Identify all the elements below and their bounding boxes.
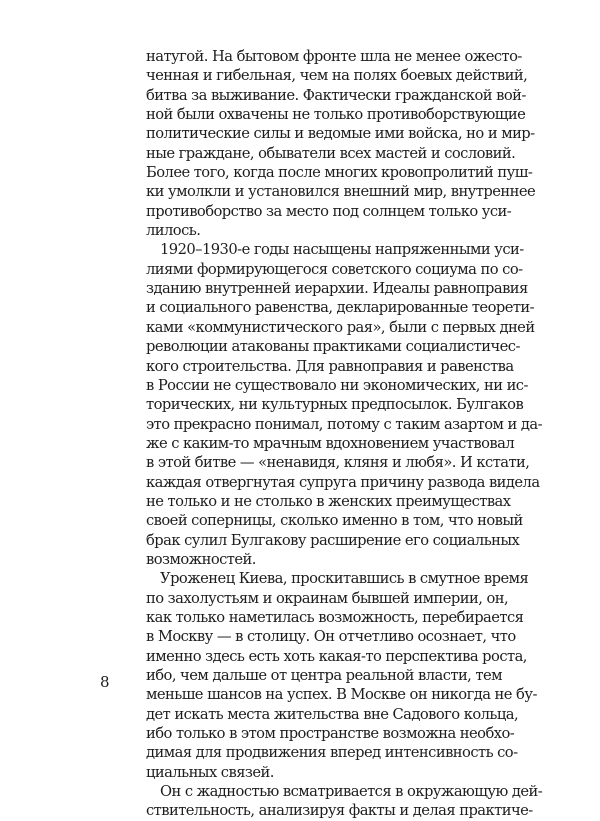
page-number: 8 [100,673,110,691]
text-line: каждая отвергнутая супруга причину развода видела [146,473,540,491]
text-line: брак сулил Булгакову расширение его социальных [146,531,520,549]
paragraph [146,240,543,569]
text-line: зданию внутренней иерархии. Идеалы равноправия [146,280,528,298]
text-line: димая для продвижения вперед интенсивность со- [146,744,518,762]
text-line: возможностей. [146,550,256,568]
paragraph [146,47,536,240]
text-line: лилось. [146,222,201,240]
text-line: ибо, чем дальше от центра реальной власти, тем [146,667,503,684]
text-line: в России не существовало ни экономических, ни ис- [146,376,528,394]
text-line: как только наметилась возможность, перебирается [146,608,524,626]
text-line: противоборство за место под солнцем только уси- [146,202,512,220]
text-line: ки умолкли и установился внешний мир, внутреннее [146,183,536,201]
text-line: лиями формирующегося советского социума по со- [146,260,523,278]
text-line: Он с жадностью всматривается в окружающую дей- [160,783,543,801]
text-line: и социального равенства, декларированные теорети- [146,299,535,317]
text-line: в этой битве — «ненавидя, кляня и любя». И кстати, [146,454,530,472]
text-line: ствительность, анализируя факты и делая практиче- [146,802,533,820]
text-line: в Москву — в столицу. Он отчетливо осознает, что [146,628,516,646]
text-line: именно здесь есть хоть какая-то перспектива роста, [146,647,527,665]
text-line: натугой. На бытовом фронте шла не менее ожесто- [146,48,522,65]
text-line: не только и не столько в женских преимуществах [146,492,511,510]
text-line: 1920–1930-е годы насыщены напряженными уси- [160,241,524,259]
text-line: дет искать места жительства вне Садового кольца, [146,705,519,723]
text-line: революции атакованы практиками социалистичес- [146,338,520,356]
text-line: Уроженец Киева, проскитавшись в смутное время [160,570,529,588]
text-line: это прекрасно понимал, потому с таким азартом и да- [146,415,543,433]
text-line: торических, ни культурных предпосылок. Булгаков [146,396,524,414]
paragraph [146,569,537,782]
text-line: политические силы и ведомые ими войска, но и мир- [146,125,535,143]
paragraph [146,782,543,821]
text-line: битва за выживание. Фактически гражданской вой- [146,86,526,104]
text-line: по захолустьям и окраинам бывшей империи, он, [146,589,509,607]
text-line: ные граждане, обыватели всех мастей и сословий. [146,144,516,162]
text-line: ибо только в этом пространстве возможна необхо- [146,725,515,743]
text-line: ной были охвачены не только противоборствующие [146,106,526,124]
text-line: Более того, когда после многих кровопролитий пуш- [146,164,533,182]
text-line: же с каким-то мрачным вдохновением участвовал [146,434,515,452]
text-line: меньше шансов на успех. В Москве он никогда не бу- [146,686,537,704]
text-line: ками «коммунистического рая», были с первых дней [146,318,535,336]
text-line: своей соперницы, сколько именно в том, что новый [146,512,523,530]
text-line: циальных связей. [146,763,274,781]
text-column [146,47,543,821]
text-line: кого строительства. Для равноправия и равенства [146,357,514,375]
text-line: ченная и гибельная, чем на полях боевых действий, [146,67,528,85]
